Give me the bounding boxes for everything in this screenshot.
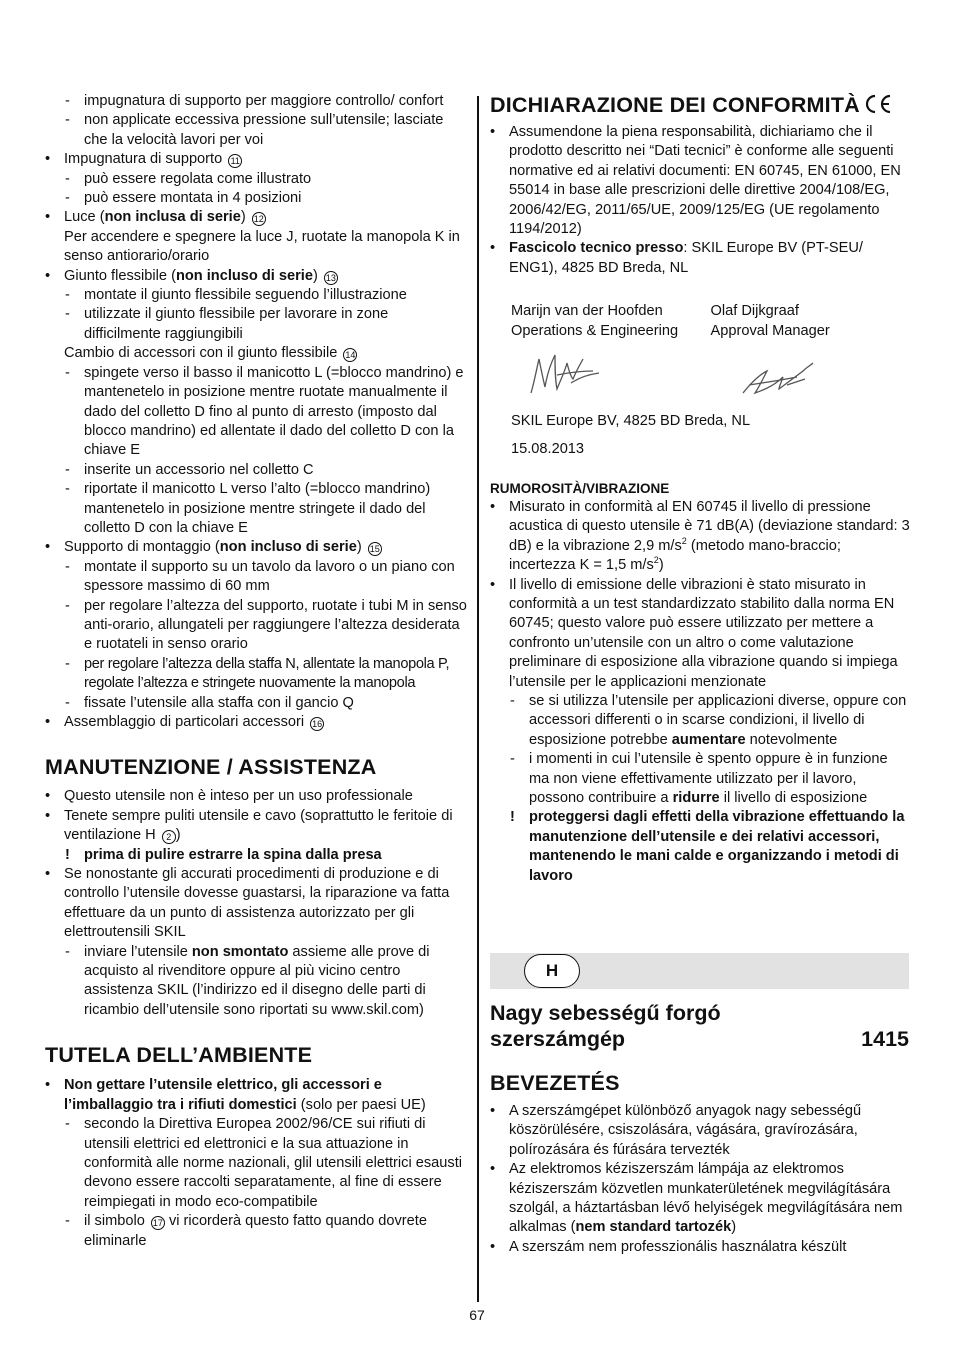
list-item: - montate il giunto flessibile seguendo l’illustrazione [45,286,467,305]
list-item: - inviare l’utensile non smontato assieme alle prove di acquisto al rivenditore oppure al più vicino centro assistenza SKIL (l’indirizzo ed il disegno delle parti di ricambio dell’utensile sono riportati su www.skil.com) [45,943,467,1021]
product-title-line1: Nagy sebességű forgó [490,1001,721,1025]
circled-number: 14 [345,350,356,361]
column-divider [477,96,479,1302]
product-title-line2: szerszámgép [490,1027,626,1051]
list-item: • Il livello di emissione delle vibrazioni è stato misurato in conformità a un test standardizzato stabilito dalla norma EN 60745; questo valore può essere utilizzato per mettere a confronto un’utensile con un altro o come valutazione preliminare di esposizione alla vibrazione quando si impiega l’utensile per le applicazioni menzionate [490,576,910,692]
list-item: • Assemblaggio di particolari accessori 16 [45,713,467,732]
ce-mark-icon [864,94,892,114]
circled-number: 15 [369,544,380,555]
circled-number: 12 [253,214,264,225]
circled-number: 11 [228,154,242,168]
circled-number: 2 [162,830,176,844]
company-address: SKIL Europe BV, 4825 BD Breda, NL [511,413,751,430]
page-number: 67 [469,1307,485,1323]
list-item: - secondo la Direttiva Europea 2002/96/CE sui rifiuti di utensili elettrici ed elettronici e la sua attuazione in conformità alle norme nazionali, glil utensili elettrici esausti devono essere raccolti separatamente, al fine di essere reimpiegati in modo eco-compatibile [45,1115,467,1212]
list-item: - fissate l’utensile alla staffa con il gancio Q [45,694,467,713]
signatures [511,341,910,411]
signatory-role: Approval Manager [710,322,830,339]
list-item: • Giunto flessibile (non incluso di serie) 13 [45,267,467,286]
language-badge: H [524,954,580,988]
list-item: - per regolare l’altezza del supporto, ruotate i tubi M in senso anti-orario, allungateli per raggiungere l’altezza desiderata e ruotateli in senso orario [45,597,467,655]
list-item: - per regolare l’altezza della staffa N, allentate la manopola P, regolate l’altezza e stringete nuovamente la manopola [45,655,467,694]
right-column [490,92,910,886]
list-item: - inserite un accessorio nel colletto C [45,461,467,480]
list-item: • Non gettare l’utensile elettrico, gli accessori e l’imballaggio tra i rifiuti domestici (solo per paesi UE) [45,1076,467,1115]
section-heading: DICHIARAZIONE DEI CONFORMITÀ [490,92,910,118]
list-item: - non applicate eccessiva pressione sull’utensile; lasciate che la velocità lavori per voi [45,111,467,150]
list-item: • Luce (non inclusa di serie) 12 [45,208,467,227]
signatories [511,302,910,341]
signatory-name: Marijn van der Hoofden [511,303,663,320]
model-number: 1415 [861,1027,909,1051]
signatory-name: Olaf Dijkgraaf [710,303,799,320]
list-item: - può essere regolata come illustrato [45,170,467,189]
section-heading: TUTELA DELL’AMBIENTE [45,1043,313,1068]
list-item: • Assumendone la piena responsabilità, dichiariamo che il prodotto descritto nei “Dati tecnici” è conforme alle seguenti normative ed ai relativi documenti: EN 60745, EN 61000, EN 55014 in base alle prescrizioni delle direttive 2004/108/EG, 2006/42/EG, 2011/65/UE, 2009/125/EG (UE regolamento 1194/2012) [490,123,910,239]
list-item: • Fascicolo tecnico presso: SKIL Europe BV (PT-SEU/ ENG1), 4825 BD Breda, NL [490,239,910,278]
list-item: - riportate il manicotto L verso l’alto (=blocco mandrino) mantenetelo in posizione mentre stringete il dado del colletto D con la chiave E [45,480,467,538]
list-item: - se si utilizza l’utensile per applicazioni diverse, oppure con accessori differenti o in scarse condizioni, il livello di esposizione potrebbe aumentare notevolmente [490,692,910,750]
list-item: - spingete verso il basso il manicotto L (=blocco mandrino) e mantenetelo in posizione mentre ruotate manualmente il dado del colletto D fino al punto di arresto (imposto dal blocco mandrino) ed allentate il dado del colletto D con la chiave E [45,364,467,461]
signatory-role: Operations & Engineering [511,322,679,339]
list-item: - utilizzate il giunto flessibile per lavorare in zone difficilmente raggiungibili [45,305,467,344]
paragraph: Cambio di accessori con il giunto flessibile 14 [64,345,356,362]
product-title [490,1000,909,1052]
warning-note: ! prima di pulire estrarre la spina dalla presa [45,846,467,865]
list-item: • Questo utensile non è inteso per un uso professionale [45,787,467,806]
left-column [45,92,467,1251]
warning-note: ! proteggersi dagli effetti della vibrazione effettuando la manutenzione dell’utensile e dei relativi accessori, mantenendo le mani calde e organizzando i metodi di lavoro [490,808,910,886]
circled-number: 13 [325,272,336,283]
section-heading: MANUTENZIONE / ASSISTENZA [45,755,377,780]
list-item: - montate il supporto su un tavolo da lavoro o un piano con spessore massimo di 60 mm [45,558,467,597]
list-item: - i momenti in cui l’utensile è spento oppure è in funzione ma non viene effettivamente utilizzato per il lavoro, possono contribuire a ridurre il livello di esposizione [490,750,910,808]
list-item: • Az elektromos kéziszerszám lámpája az elektromos kéziszerszám közvetlen munkaterületének megvilágítására szolgál, a háztartásban lévő helyiségek megvilágítására nem alkalmas (nem standard tartozék) [490,1160,910,1238]
list-item: • A szerszám nem professzionális használatra készült [490,1238,910,1257]
signature-2-icon [737,359,817,399]
list-item: - il simbolo 17 vi ricorderà questo fatto quando dovrete eliminarle [45,1212,467,1251]
list-item: • A szerszámgépet különböző anyagok nagy sebességű köszörülésére, csiszolására, vágására, gravírozására, polírozására és fúrására tervezték [490,1102,910,1160]
list-item: - impugnatura di supporto per maggiore controllo/ confort [45,92,467,111]
list-item: • Supporto di montaggio (non incluso di serie) 15 [45,538,467,557]
section-heading: RUMOROSITÀ/VIBRAZIONE [490,480,670,496]
paragraph: Per accendere e spegnere la luce J, ruotate la manopola K in senso antiorario/orario [64,228,460,265]
introduction-section [490,1070,910,1257]
date: 15.08.2013 [511,441,585,458]
circled-number: 16 [312,719,323,729]
list-item: • Impugnatura di supporto 11 [45,150,467,169]
list-item: • Se nonostante gli accurati procedimenti di produzione e di controllo l’utensile dovesse guastarsi, la riparazione va fatta effettuare da un punto di assistenza autorizzato per gli elettroutensili SKIL [45,865,467,943]
list-item: • Tenete sempre puliti utensile e cavo (soprattutto le feritoie di ventilazione H 2 ) [45,807,467,846]
list-item: - può essere montata in 4 posizioni [45,189,467,208]
list-item: • Misurato in conformità al EN 60745 il livello di pressione acustica di questo utensile è 71 dB(A) (deviazione standard: 3 dB) e la vibrazione 2,9 $m/s^2$ (metodo mano-braccio; incertezza K = 1,5 $m/s^2$) [490,498,910,576]
signature-1-icon [527,349,607,399]
section-heading: BEVEZETÉS [490,1071,620,1095]
circled-number: 17 [152,1218,163,1229]
